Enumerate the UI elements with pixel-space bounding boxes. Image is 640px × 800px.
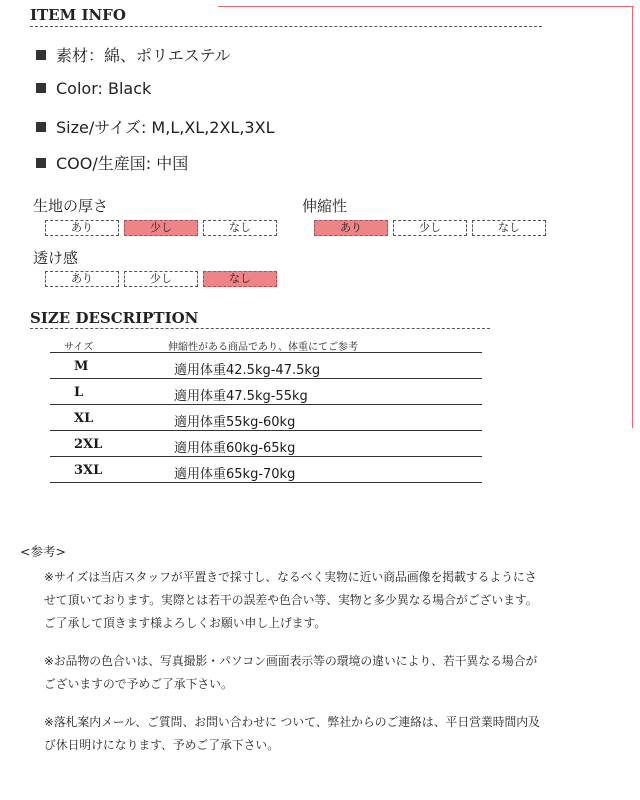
sheer-option-none: なし — [203, 271, 277, 287]
item-info-rule — [30, 26, 542, 27]
info-item-origin: COO/生産国: 中国 — [36, 151, 188, 174]
decorative-top-line — [218, 6, 634, 7]
item-info-title: ITEM INFO — [30, 6, 126, 24]
table-row — [50, 382, 482, 405]
size-description-title: SIZE DESCRIPTION — [30, 309, 199, 327]
size-table — [50, 338, 482, 483]
table-row — [50, 408, 482, 431]
size-description-rule — [30, 328, 490, 329]
info-item-size: Size/サイズ: M,L,XL,2XL,3XL — [36, 115, 274, 138]
size-cell: M — [74, 359, 89, 374]
table-row — [50, 434, 482, 457]
weight-cell: 適用体重65kg-70kg — [174, 467, 296, 482]
weight-cell: 適用体重55kg-60kg — [174, 415, 296, 430]
reference-title: <参考> — [20, 544, 66, 559]
square-bullet-icon — [36, 122, 46, 132]
reference-paragraph-sizing: ※サイズは当店スタッフが平置きで採寸し、なるべく実物に近い商品画像を掲載するようにさせて頂いております。実際とは若干の誤差や色合い等、実物と多少異なる場合がございます。ご了承して頂きます様よろしくお願い申し上げます。 — [44, 570, 538, 630]
stretch-option-none: なし — [472, 220, 546, 236]
size-cell: XL — [74, 411, 94, 426]
table-row — [50, 356, 482, 379]
sheer-option-slight: 少し — [124, 271, 198, 287]
sheer-option-yes: あり — [45, 271, 119, 287]
table-row — [50, 460, 482, 483]
stretch-title: 伸縮性 — [302, 197, 348, 215]
stretch-option-yes: あり — [314, 220, 388, 236]
info-item-material: 素材：綿、ポリエステル — [36, 43, 231, 66]
thickness-option-none: なし — [203, 220, 277, 236]
sheer-options — [45, 271, 277, 287]
size-cell: L — [74, 385, 84, 400]
size-cell: 3XL — [74, 463, 103, 478]
size-table-header — [50, 338, 482, 353]
note-column-header: 伸縮性がある商品であり、体重にてご参考 — [168, 342, 358, 353]
square-bullet-icon — [36, 83, 46, 93]
weight-cell: 適用体重60kg-65kg — [174, 441, 296, 456]
reference-paragraph-contact: ※落札案内メール、ご質問、お問い合わせに ついて、弊社からのご連絡は、平日営業時間内及び休日明けになります、予めご了承下さい。 — [44, 715, 540, 752]
thickness-title: 生地の厚さ — [33, 197, 109, 215]
thickness-options — [45, 220, 277, 236]
info-item-color: Color: Black — [36, 79, 151, 98]
stretch-options — [314, 220, 546, 236]
square-bullet-icon — [36, 50, 46, 60]
square-bullet-icon — [36, 158, 46, 168]
reference-paragraph-color: ※お品物の色合いは、写真撮影・パソコン画面表示等の環境の違いにより、若干異なる場合がございますので予めご了承下さい。 — [44, 654, 538, 691]
weight-cell: 適用体重42.5kg-47.5kg — [174, 363, 321, 378]
stretch-option-slight: 少し — [393, 220, 467, 236]
size-column-header: サイズ — [64, 342, 94, 353]
size-cell: 2XL — [74, 437, 103, 452]
decorative-right-line — [632, 6, 633, 428]
sheer-title: 透け感 — [33, 249, 79, 267]
thickness-option-yes: あり — [45, 220, 119, 236]
thickness-option-slight: 少し — [124, 220, 198, 236]
weight-cell: 適用体重47.5kg-55kg — [174, 389, 308, 404]
